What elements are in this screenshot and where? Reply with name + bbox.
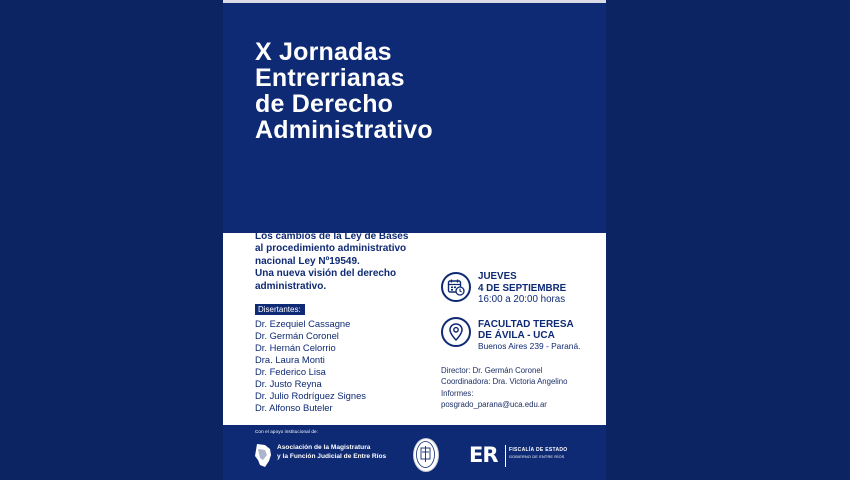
event-date: [478, 271, 566, 306]
assoc-line: Asociación de la Magistratura: [277, 444, 371, 451]
fiscalia-text: [509, 447, 567, 459]
title-line: de Derecho: [255, 90, 394, 118]
title-line: X Jornadas: [255, 38, 392, 66]
topic-line: Los cambios de la Ley de Bases: [255, 231, 409, 242]
sponsor-footer: [223, 425, 606, 480]
location-pin-icon: [441, 317, 471, 347]
entre-rios-map-icon: [253, 443, 273, 468]
event-poster: [223, 0, 606, 480]
title-line: Administrativo: [255, 116, 433, 144]
speaker-item: Dr. Federico Lisa: [255, 366, 326, 377]
poster-title: [255, 39, 595, 143]
assoc-line: y la Función Judicial de Entre Ríos: [277, 452, 387, 460]
speaker-item: Dr. Julio Rodríguez Signes: [255, 390, 366, 401]
speaker-item: Dr. Germán Coronel: [255, 330, 339, 341]
speaker-item: Dr. Alfonso Buteler: [255, 402, 333, 413]
topic-line: nacional Ley Nº19549.: [255, 255, 360, 267]
venue-line: FACULTAD TERESA: [478, 319, 574, 330]
organizers: [441, 366, 567, 387]
event-venue: [478, 319, 580, 352]
speaker-item: Dr. Ezequiel Cassagne: [255, 318, 351, 329]
university-seal-icon: [413, 438, 439, 472]
contact-email: posgrado_parana@uca.edu.ar: [441, 399, 547, 409]
magistratura-association: [277, 444, 386, 461]
title-line: Entrerrianas: [255, 64, 405, 92]
speakers-label: Disertantes:: [255, 304, 305, 315]
calendar-clock-icon: [441, 272, 471, 302]
speakers-list: [255, 318, 366, 414]
fiscalia-er-logo: ER: [469, 443, 498, 467]
lecture-topic: [255, 231, 445, 293]
director-text: Director: Dr. Germán Coronel: [441, 366, 543, 375]
contact-info: [441, 389, 547, 410]
fiscalia-line: GOBIERNO DE ENTRE RÍOS: [509, 455, 565, 459]
venue-line: DE ÁVILA - UCA: [478, 330, 555, 341]
coordinator-text: Coordinadora: Dra. Victoria Angelino: [441, 376, 568, 386]
event-date-text: 4 DE SEPTIEMBRE: [478, 282, 567, 294]
topic-line: al procedimiento administrativo: [255, 243, 407, 255]
topic-line: Una nueva visión del derecho: [255, 268, 397, 280]
header-wave: [223, 150, 606, 240]
support-label: Con el apoyo institucional de:: [255, 429, 319, 434]
venue-address: Buenos Aires 239 - Paraná.: [478, 341, 581, 351]
event-time: 16:00 a 20:00 horas: [478, 294, 566, 305]
informes-label: Informes:: [441, 389, 474, 398]
logo-divider: [505, 445, 506, 467]
event-day: JUEVES: [478, 271, 517, 282]
speaker-item: Dr. Justo Reyna: [255, 378, 322, 389]
fiscalia-line: FISCALÍA DE ESTADO: [509, 447, 568, 453]
speaker-item: Dra. Laura Monti: [255, 354, 325, 365]
speaker-item: Dr. Hernán Celorrio: [255, 342, 336, 353]
topic-line: administrativo.: [255, 280, 327, 292]
